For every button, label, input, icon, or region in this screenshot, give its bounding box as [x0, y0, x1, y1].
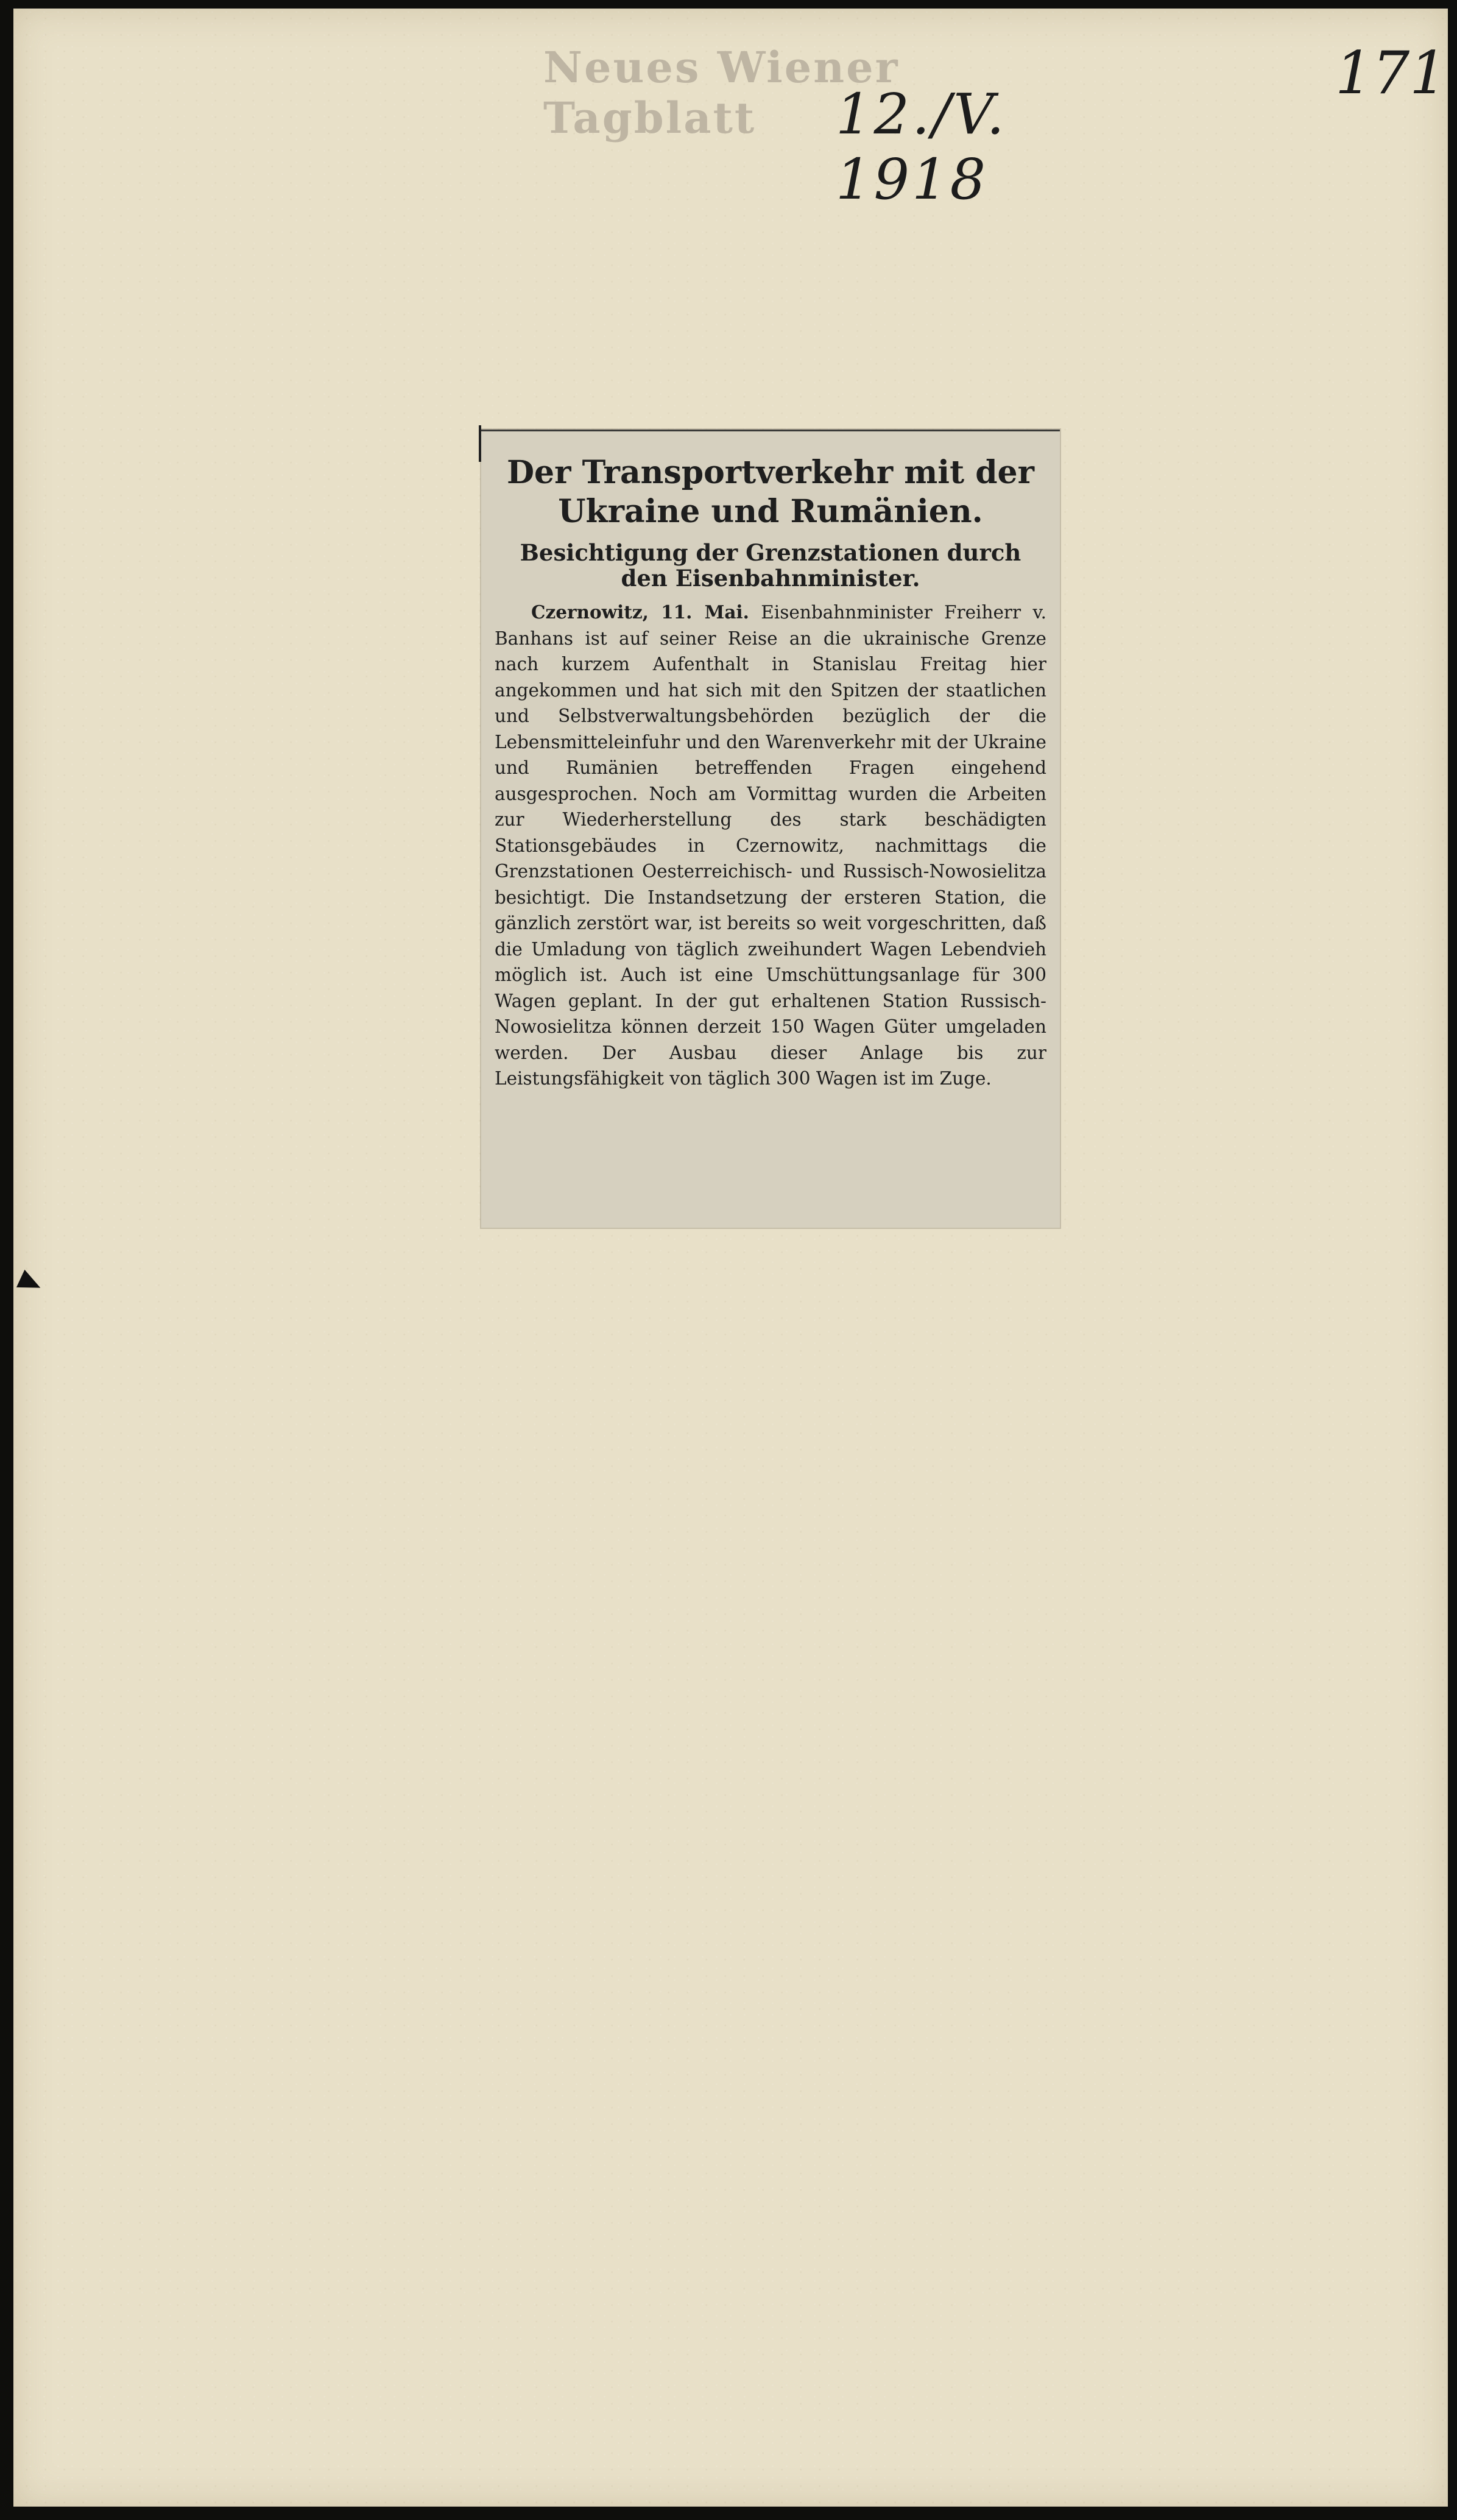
handwritten-date: 12./V. 1918: [836, 82, 1007, 212]
article-text: Eisenbahnminister Freiherr v. Banhans ist auf seiner Reise an die ukrainische Grenze nach kurzem Aufenthalt in Stanislau Freitag hier angekommen und hat sich mit den Spitzen der staatlichen und Selbstverwaltungsbehörden bezüglich der die Lebensmitteleinfuhr und den Warenverkehr mit der Ukraine und Rumänien betreffenden Fragen eingehend ausgesprochen. Noch am Vormittag wurden die Arbeiten zur Wiederherstellung des stark beschädigten Stationsgebäudes in Czernowitz, nachmittags die Grenzstationen Oesterreichisch- und Russisch-Nowosielitza besichtigt. Die Instandsetzung der ersteren Station, die gänzlich zerstört war, ist bereits so weit vorgeschritten, daß die Umladung von täglich zweihundert Wagen Lebendvieh möglich ist. Auch ist eine Umschüttungsanlage für 300 Wagen geplant. In der gut erhaltenen Station Russisch-Nowosielitza können derzeit 150 Wagen Güter umgeladen werden. Der Ausbau dieser Anlage bis zur Leistungsfähigkeit von täglich 300 Wagen ist im Zuge.: [495, 602, 1046, 1089]
newspaper-clipping: [481, 430, 1060, 1228]
article-dateline: Czernowitz, 11. Mai.: [531, 601, 749, 623]
article-body: [495, 600, 1046, 1092]
folio-number: 171: [1335, 39, 1447, 107]
archive-sheet: [13, 9, 1448, 2507]
newspaper-stamp: Neues Wiener Tagblatt: [543, 42, 900, 143]
article-headline: Der Transportverkehr mit der Ukraine und Rumänien.: [506, 454, 1035, 530]
clipping-edge: [479, 425, 481, 462]
article-subheadline: Besichtigung der Grenzstationen durch den Eisenbahnminister.: [520, 539, 1021, 592]
